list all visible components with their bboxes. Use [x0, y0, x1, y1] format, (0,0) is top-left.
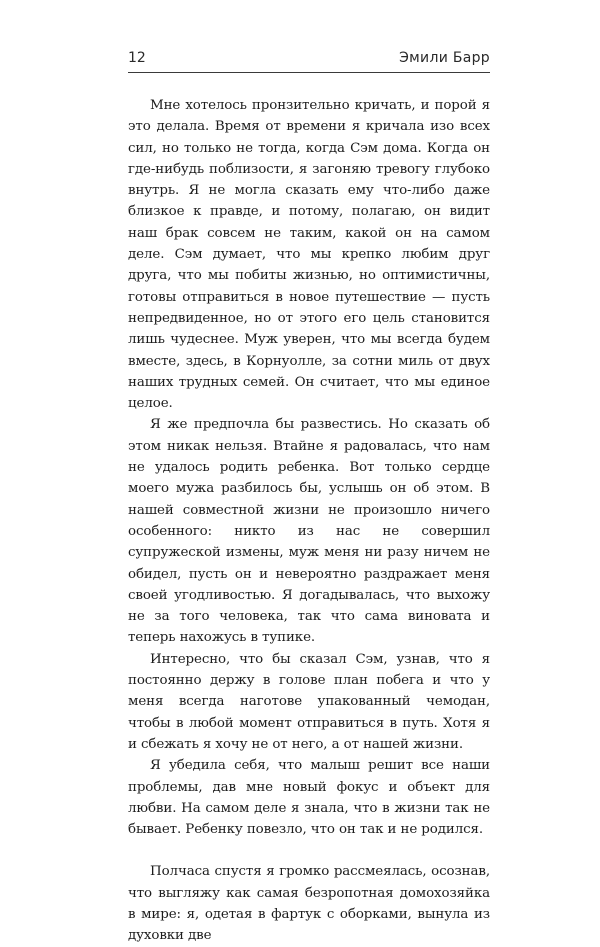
paragraph: Мне хотелось пронзительно кричать, и порой я это делала. Время от времени я кричала изо всех сил, но только не тогда, когда Сэм дома. Когда он где-нибудь поблизости, я загоняю тревогу глубоко внутрь. Я не могла сказать ему что-либо даже близкое к правде, и потому, полагаю, он видит наш брак совсем не таким, какой он на самом деле. Сэм думает, что мы крепко любим друг друга, что мы побиты жизнью, но оптимистичны, готовы отправиться в новое путешествие — пусть непредвиденное, но от этого его цель становится лишь чудеснее. Муж уверен, что мы всегда будем вместе, здесь, в Корнуолле, за сотни миль от двух наших трудных семей. Он считает, что мы единое целое. — [128, 98, 490, 412]
paragraph: Я убедила себя, что малыш решит все наши проблемы, дав мне новый фокус и объект для любви. На самом деле я знала, что в жизни так не бывает. Ребенку повезло, что он так и не родился. — [128, 758, 490, 838]
body-text — [128, 95, 490, 947]
paragraph: Интересно, что бы сказал Сэм, узнав, что я постоянно держу в голове план побега и что у меня всегда наготове упакованный чемодан, чтобы в любой момент отправиться в путь. Хотя я и сбежать я хочу не от него, а от нашей жизни. — [128, 651, 490, 752]
paragraph: Полчаса спустя я громко рассмеялась, осознав, что выгляжу как самая безропотная домохозяйка в мире: я, одетая в фартук с оборками, вынула из духовки две — [128, 864, 490, 944]
running-head — [128, 50, 490, 74]
page-number: 12 — [128, 50, 146, 66]
author-name: Эмили Барр — [399, 50, 490, 66]
header-divider — [128, 72, 490, 73]
paragraph: Я же предпочла бы развестись. Но сказать об этом никак нельзя. Втайне я радовалась, что нам не удалось родить ребенка. Вот только сердце моего мужа разбилось бы, услышь он об этом. В нашей совместной жизни не произошло ничего особенного: никто из нас не совершил супружеской измены, муж меня ни разу ничем не обидел, пусть он и невероятно раздражает меня своей угодливостью. Я догадывалась, что выхожу не за того человека, так что сама виновата и теперь нахожусь в тупике. — [128, 417, 490, 646]
